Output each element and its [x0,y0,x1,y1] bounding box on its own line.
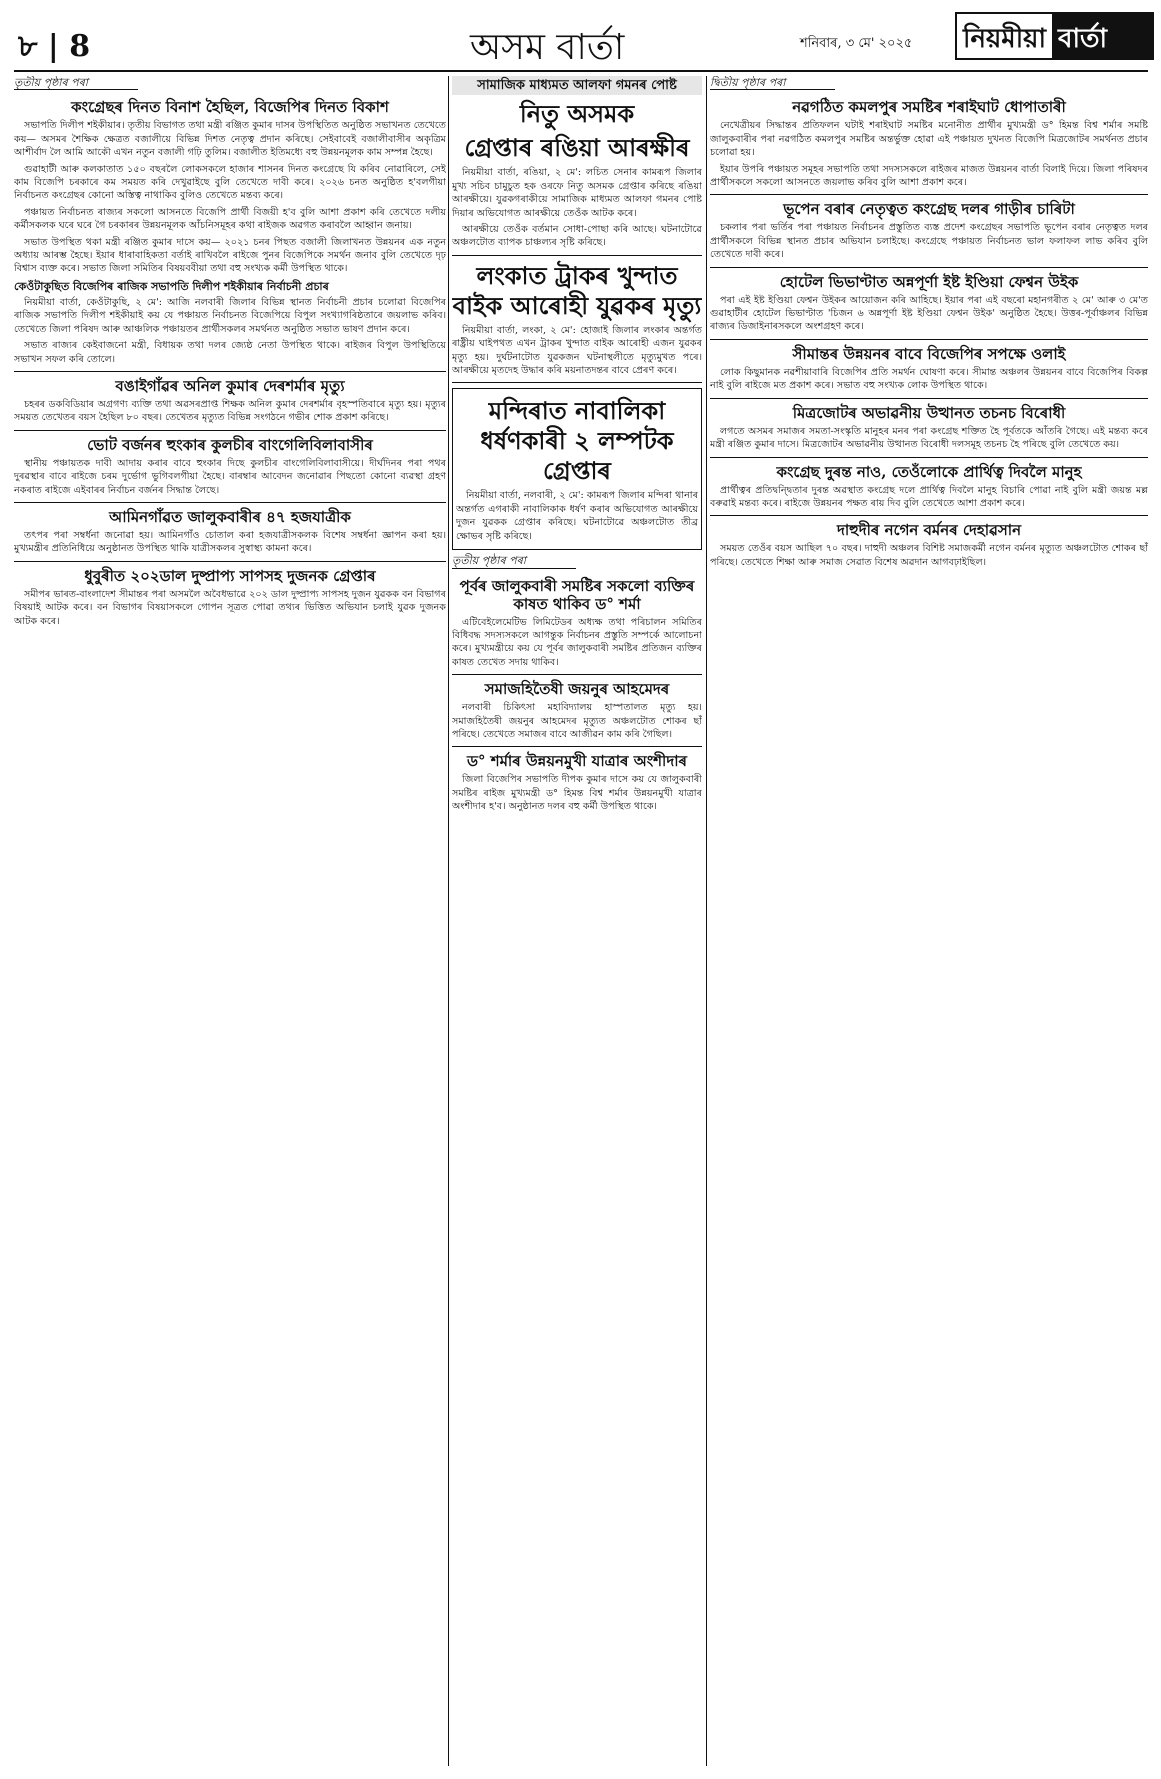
paragraph: লোক কিছুমানক নৱশীয়াবাৰি বিজেপিৰ প্ৰতি সমৰ্থন ঘোষণা কৰে। সীমান্ত অঞ্চলৰ উন্নয়নৰ বাবে বিজেপিৰ বিকল্প নাই বুলি ৰাইজে মত প্ৰকাশ কৰে। সভাত বহু সংখ্যক লোক উপস্থিত থাকে। [710,366,1148,392]
continued-label: তৃতীয় পৃষ্ঠাৰ পৰা [14,76,138,90]
headline: ড° শৰ্মাৰ উন্নয়নমুখী যাত্ৰাৰ অংশীদাৰ [466,752,688,771]
divider [452,746,702,747]
column-middle [452,76,702,1766]
divider [14,430,446,431]
divider [14,371,446,372]
divider [452,674,702,675]
page-number: ৮ | 8 [18,29,91,64]
headline: গ্ৰেপ্তাৰ ৰঙিয়া আৰক্ষীৰ [464,133,690,163]
paragraph: নিয়মীয়া বাৰ্তা, নলবাৰী, ২ মে': কামৰূপ জিলাৰ মন্দিৰা থানাৰ অন্তৰ্গত এগৰাকী নাবালিকাক ধৰ্ষণ কৰাৰ অভিযোগত আৰক্ষীয়ে দুজন যুৱকক গ্ৰেপ্তাৰ কৰিছে। ঘটনাটোৱে অঞ্চলটোত তীব্ৰ ক্ষোভৰ সৃষ্টি কৰিছে। [456,490,698,542]
paragraph: নিয়মীয়া বাৰ্তা, ৰঙিয়া, ২ মে': লচিত সেনাৰ কামৰূপ জিলাৰ মুখ্য সচিব চামুচুত হক ওৰফে নিতু অসমক গ্ৰেপ্তাৰ কৰিছে ৰঙিয়া আৰক্ষীয়ে। যুৱকগৰাকীয়ে সামাজিক মাধ্যমত আলফা গমনৰ পোষ্ট দিয়াৰ অভিযোগত আৰক্ষীয়ে তেওঁক আটক কৰে। [452,167,702,219]
headline: কংগ্ৰেছৰ দিনত বিনাশ হৈছিল, বিজেপিৰ দিনত বিকাশ [71,98,389,117]
headline: মন্দিৰাত নাবালিকা ধৰ্ষণকাৰী ২ লম্পটক গ্ৰেপ্তাৰ [480,396,674,486]
section-title: অসম বাৰ্তা [470,27,625,68]
paragraph: সভাত উপস্থিত থকা মন্ত্ৰী ৰঞ্জিত কুমাৰ দাসে কয়— ২০২১ চনৰ পিছত বজালী জিলাখনত উন্নয়নৰ এক নতুন অধ্যায় আৰম্ভ হৈছে। ইয়াৰ ধাৰাবাহিকতা বৰ্তাই ৰাখিবলৈ ৰাইজে পুনৰ বিজেপিকে সমৰ্থন জনাব বুলি তেখেতে দৃঢ় বিশ্বাস ব্যক্ত কৰে। সভাত জিলা সমিতিৰ বিষয়ববীয়া তথা বহু সংখ্যক কৰ্মী উপস্থিত থাকে। [14,236,446,275]
headline: দাহুদীৰ নগেন বৰ্মনৰ দেহাৱসান [836,521,1022,540]
paragraph: এটিবেইলেমেটিভ লিমিটেডৰ অধ্যক্ষ তথা পৰিচালন সমিতিৰ বিধিবদ্ধ সদস্যসকলে আগন্তুক নিৰ্বাচনৰ প্ৰস্তুতি সম্পৰ্কে আলোচনা কৰে। মুখ্যমন্ত্ৰীয়ে কয় যে পূৰ্বৰ জালুকবাৰী সমষ্টিৰ প্ৰতিজন ব্যক্তিৰ কাষত তেখেত সদায় থাকিব। [452,616,702,668]
kicker-band: সামাজিক মাধ্যমত আলফা গমনৰ পোষ্ট [452,76,702,95]
headline: নিতু অসমক [519,99,635,129]
headline: বঙাইগাঁৱৰ অনিল কুমাৰ দেৰশৰ্মাৰ মৃত্যু [115,376,345,395]
logo-text-1: নিয়মীয়া [963,24,1047,54]
paragraph: আৰক্ষীয়ে তেওঁক বৰ্তমান সোধা-পোছা কৰি আছে। ঘটনাটোৱে অঞ্চলটোত ব্যাপক চাঞ্চল্যৰ সৃষ্টি কৰিছে। [452,224,702,249]
issue-date: শনিবাৰ, ৩ মে' ২০২৫ [800,36,913,51]
headline: ভোট বৰ্জনৰ হুংকাৰ কুলচীৰ বাংগেলিবিলাবাসীৰ [87,435,373,454]
paragraph: নিয়মীয়া বাৰ্তা, কেওঁটাকুছি, ২ মে': আজি নলবাৰী জিলাৰ বিভিন্ন স্থানত নিৰ্বাচনী প্ৰচাৰ চলোৱা বিজেপিৰ ৰাজিক সভাপতি দিলীপ শইকীয়াই কয় যে পঞ্চায়ত নিৰ্বাচনত বিজেপিয়ে বিপুল সংখ্যাগৰিষ্ঠতাৰে জয়লাভ কৰিব। তেখেতে জিলা পৰিষদ আৰু আঞ্চলিক পঞ্চায়তৰ প্ৰাৰ্থীসকলৰ সমৰ্থনত অনুষ্ঠিত সভাত ভাষণ প্ৰদান কৰে। [14,296,446,335]
headline: ভূপেন বৰাৰ নেতৃত্বত কংগ্ৰেছ দলৰ গাড়ীৰ চাৰিটা [783,200,1075,219]
column-divider [448,76,449,1766]
column-left [14,76,446,1766]
headline: আমিনগাঁৱত জালুকবাৰীৰ ৪৭ হজযাত্ৰীক [109,507,351,526]
paragraph: নিয়মীয়া বাৰ্তা, লংকা, ২ মে': হোজাই জিলাৰ লংকাৰ অন্তৰ্গত ৰাষ্ট্ৰীয় ঘাইপথত এখন ট্ৰাকৰ খুন্দাত বাইক আৰোহী এজন যুৱকৰ মৃত্যু হয়। দুৰ্ঘটনাটোত যুৱকজন ঘটনাস্থলীতে মৃত্যুমুখত পৰে। আৰক্ষীয়ে মৃতদেহ উদ্ধাৰ কৰি ময়নাতদন্তৰ বাবে প্ৰেৰণ কৰে। [452,324,702,377]
paragraph: চহৰৰ ডকবিডিয়াৰ অগ্ৰগণ্য ব্যক্তি তথা অৱসৰপ্ৰাপ্ত শিক্ষক অনিল কুমাৰ দেৰশৰ্মাৰ বৃহস্পতিবাৰে মৃত্যু হয়। মৃত্যুৰ সময়ত তেখেতৰ বয়স হৈছিল ৮০ বছৰ। তেখেতৰ মৃত্যুত বিভিন্ন সংগঠনে গভীৰ শোক প্ৰকাশ কৰিছে। [14,398,446,424]
logo-text-2: বাৰ্তা [1052,14,1152,58]
column-right [710,76,1148,1766]
headline: কংগ্ৰেছ দুৰন্ত নাও, তেওঁলোকে প্ৰাৰ্থিত্ব দিবলৈ মানুহ [776,462,1082,481]
paragraph: সমীপৰ ভাৰত-বাংলাদেশ সীমান্তৰ পৰা অসমলৈ অবৈধভাৱে ২০২ ডাল দুষ্প্ৰাপ্য সাপসহ দুজন যুৱকক বন বিভাগৰ বিষয়াই আটক কৰে। বন বিভাগৰ বিষয়াসকলে গোপন সূত্ৰত পোৱা তথ্যৰ ভিত্তিত অভিযান চলাই যুৱক দুজনক আটক কৰে। [14,588,446,627]
divider [14,561,446,562]
paragraph: নলবাৰী চিকিৎসা মহাবিদ্যালয় হাস্পতালত মৃত্যু হয়। সমাজহিতৈষী জয়নুৰ আহমেদৰ মৃত্যুত অঞ্চলটোত শোকৰ ছাঁ পৰিছে। তেখেতে সমাজৰ বাবে আজীৱন কাম কৰি গৈছিল। [452,702,702,740]
divider [710,267,1148,268]
newspaper-logo [955,12,1154,60]
masthead [0,0,1161,70]
headline: নৱগঠিত কমলপুৰ সমষ্টিৰ শৰাইঘাট ধোপাতাৰী [792,98,1066,117]
divider [710,515,1148,516]
paragraph: পৰা এই ইষ্ট ইণ্ডিয়া ফেশ্বন উইকৰ আয়োজন কৰি আহিছে। ইয়াৰ পৰা এই বছৰো মহানগৰীত ২ মে' আৰু ৩ মে'ত গুৱাহাটীৰ হোটেল ভিভাণ্টাত 'চিজন ৬ অন্নপূৰ্ণা ইষ্ট ইণ্ডিয়া ফেশ্বন উইক' অনুষ্ঠিত হৈছে। উত্তৰ-পূৰ্বাঞ্চলৰ বিভিন্ন ৰাজ্যৰ ডিজাইনাৰসকলে অংশগ্ৰহণ কৰে। [710,294,1148,333]
paragraph: চকলাৰ পৰা ভৰ্তিৰ পৰা পঞ্চায়ত নিৰ্বাচনৰ প্ৰস্তুতিত ব্যস্ত প্ৰদেশ কংগ্ৰেছৰ সভাপতি ভূপেন বৰাৰ নেতৃত্বত দলৰ প্ৰাৰ্থীসকলে বিভিন্ন স্থানত প্ৰচাৰ অভিযান চলাইছে। কংগ্ৰেছে পঞ্চায়ত নিৰ্বাচনত ভাল ফলাফল লাভ কৰিব বুলি তেখেতে দাবী কৰে। [710,222,1148,261]
paragraph: সভাপতি দিলীপ শইকীয়াৰ। তৃতীয় বিভাগত তথা মন্ত্ৰী ৰঞ্জিত কুমাৰ দাসৰ উপস্থিতিত অনুষ্ঠিত সভাখনত তেখেতে কয়— অসমৰ শৈক্ষিক ক্ষেত্ৰত বজালীয়ে বিভিন্ন দিশত নেতৃত্ব প্ৰদান কৰিছে। সেইবাবেই বজালীবাসীৰ অকৃত্ৰিম আশীৰ্বাদ লৈ আমি আকৌ এখন নতুন বজালী গঢ়ি তুলিম। বজালীত ইতিমধ্যে বহু উন্নয়নমূলক কাম সম্পন্ন হৈছে। [14,120,446,159]
paragraph: সভাত ৰাজ্যৰ কেইবাজনো মন্ত্ৰী, বিধায়ক তথা দলৰ জ্যেষ্ঠ নেতা উপস্থিত থাকে। ৰাইজৰ বিপুল উপস্থিতিয়ে সভাখন সফল কৰি তোলে। [14,340,446,365]
divider [710,398,1148,399]
headline: ধুবুৰীত ২০২ডাল দুষ্প্ৰাপ্য সাপসহ দুজনক গ্ৰেপ্তাৰ [84,566,376,585]
headline: লংকাত ট্ৰাকৰ খুন্দাত বাইক আৰোহী যুৱকৰ মৃত্যু [452,260,702,320]
headline: পূৰ্বৰ জালুকবাৰী সমষ্টিৰ সকলো ব্যক্তিৰ কাষত থাকিব ড° শৰ্মা [459,576,695,613]
headline: মিত্ৰজোটৰ অভাৱনীয় উত্থানত তচনচ বিৰোধী [792,403,1066,422]
divider [710,457,1148,458]
headline: সমাজহিতৈষী জয়নুৰ আহমেদৰ [484,680,670,699]
masthead-rule [14,70,1148,72]
paragraph: নেখেত্ৰীয়ৰ সিদ্ধান্তৰ প্ৰতিফলন ঘটাই শৰাইঘাট সমষ্টিৰ মনোনীত প্ৰাৰ্থীৰ মুখ্যমন্ত্ৰী ড° হিমন্ত বিশ্ব শৰ্মাৰ সমষ্টি জালুকবাৰীৰ পৰা নৱগঠিত কমলপুৰ সমষ্টিৰ অন্তৰ্ভুক্ত হোৱা এই পঞ্চায়ত দুখনত বিজেপি মিত্ৰজোটৰ সমৰ্থনত প্ৰচাৰ চলোৱা হয়। [710,120,1148,159]
column-divider [706,76,707,1766]
headline: হোটেল ভিভাণ্টাত অন্নপূৰ্ণা ইষ্ট ইণ্ডিয়া ফেশ্বন উইক [779,272,1079,291]
divider [710,339,1148,340]
paragraph: লগতে অসমৰ সমাজৰ সমতা-সংস্কৃতি মানুহৰ মনৰ পৰা কংগ্ৰেছ শক্তিত হৈ পূৰ্বতকে আঁতৰি গৈছে। এই মন্তব্য কৰে মন্ত্ৰী ৰঞ্জিত কুমাৰ দাসে। মিত্ৰজোটৰ অভাৱনীয় উত্থানত বিৰোধী দলসমূহ তচনচ হৈ পৰিছে বুলি তেখেতে কয়। [710,425,1148,451]
paragraph: প্ৰাৰ্থীত্বৰ প্ৰতিদ্বন্দ্বিতাৰ দুৰন্ত অৱস্থাত কংগ্ৰেছ দলে প্ৰাৰ্থিত্ব দিবলৈ মানুহ বিচাৰি পোৱা নাই বুলি মন্ত্ৰী জয়ন্ত মল্ল বৰুৱাই মন্তব্য কৰে। ৰাইজে উন্নয়নৰ পক্ষত ৰায় দিব বুলি তেখেতে আশা প্ৰকাশ কৰে। [710,484,1148,509]
divider [452,255,702,256]
paragraph: স্থানীয় পঞ্চায়তক দাবী আদায় কৰাৰ বাবে হুংকাৰ দিছে কুলচীৰ বাংগেলিবিলাবাসীয়ে। দীৰ্ঘদিনৰ পৰা পথৰ দুৰৱস্থাৰ বাবে ৰাইজে চৰম দুৰ্ভোগ ভুগিবলগীয়া হৈছে। বাৰম্বাৰ আবেদন জনোৱাৰ পিছতো কোনো ব্যৱস্থা গ্ৰহণ নকৰাত ৰাইজে এইবাৰৰ নিৰ্বাচন বৰ্জনৰ সিদ্ধান্ত লৈছে। [14,457,446,496]
subheadline: কেওঁটাকুছিত বিজেপিৰ ৰাজিক সভাপতি দিলীপ শইকীয়াৰ নিৰ্বাচনী প্ৰচাৰ [14,279,329,293]
headline: সীমান্তৰ উন্নয়নৰ বাবে বিজেপিৰ সপক্ষে ওলাই [792,344,1066,363]
paragraph: সময়ত তেওঁৰ বয়স আছিল ৭০ বছৰ। দাহুদী অঞ্চলৰ বিশিষ্ট সমাজকৰ্মী নগেন বৰ্মনৰ মৃত্যুত অঞ্চলটোত শোকৰ ছাঁ পৰিছে। তেখেতে শিক্ষা আৰু সমাজ সেৱাত বিশেষ অৱদান আগবঢ়াইছিল। [710,543,1148,568]
divider [452,382,702,383]
paragraph: জিলা বিজেপিৰ সভাপতি দীপক কুমাৰ দাসে কয় যে জালুকবাৰী সমষ্টিৰ ৰাইজ মুখ্যমন্ত্ৰী ড° হিমন্ত বিশ্ব শৰ্মাৰ উন্নয়নমুখী যাত্ৰাৰ অংশীদাৰ হ'ব। অনুষ্ঠানত দলৰ বহু কৰ্মী উপস্থিত থাকে। [452,774,702,813]
continued-label: দ্বিতীয় পৃষ্ঠাৰ পৰা [710,76,835,90]
divider [14,502,446,503]
continued-label: তৃতীয় পৃষ্ঠাৰ পৰা [452,554,576,568]
paragraph: পঞ্চায়ত নিৰ্বাচনত ৰাজ্যৰ সকলো আসনতে বিজেপি প্ৰাৰ্থী বিজয়ী হ'ব বুলি আশা প্ৰকাশ কৰি তেখেতে দলীয় কৰ্মীসকলক ঘৰে ঘৰে গৈ চৰকাৰৰ উন্নয়নমূলক আঁচনিসমূহৰ কথা ৰাইজক অৱগত কৰাবলৈ আহ্বান জনায়। [14,206,446,232]
paragraph: গুৱাহাটী আৰু কলকাতাত ১৫০ বছৰলৈ লোকসকলে হাজাৰ শাসনৰ দিনত কংগ্ৰেছে যি কৰিব নোৱাৰিলে, সেই কাম বিজেপি চৰকাৰে কম সময়ত কৰি দেখুৱাইছে বুলি তেখেতে দাবী কৰে। ২০২৬ চনত অনুষ্ঠিত হ'বলগীয়া নিৰ্বাচনত কংগ্ৰেছৰ কোনো অস্তিত্ব নাথাকিব বুলিও তেখেতে মন্তব্য কৰে। [14,163,446,202]
divider [710,194,1148,195]
paragraph: ইয়াৰ উপৰি পঞ্চায়ত সমূহৰ সভাপতি তথা সদস্যসকলে ৰাইজৰ মাজত উন্নয়নৰ বাৰ্তা বিলাই দিয়ে। জিলা পৰিষদৰ প্ৰাৰ্থীসকলে সকলো আসনতে জয়লাভ কৰিব বুলি আশা প্ৰকাশ কৰে। [710,163,1148,189]
paragraph: তৎপৰ পৰা সম্বৰ্ধনা জনোৱা হয়। আমিনগাঁও চোতাল কৰা হজযাত্ৰীসকলক বিশেষ সম্বৰ্ধনা জ্ঞাপন কৰা হয়। মুখ্যমন্ত্ৰীৰ প্ৰতিনিধিয়ে অনুষ্ঠানত উপস্থিত থাকি যাত্ৰীসকলৰ সুস্বাস্থ্য কামনা কৰে। [14,529,446,555]
boxed-story [452,388,702,550]
